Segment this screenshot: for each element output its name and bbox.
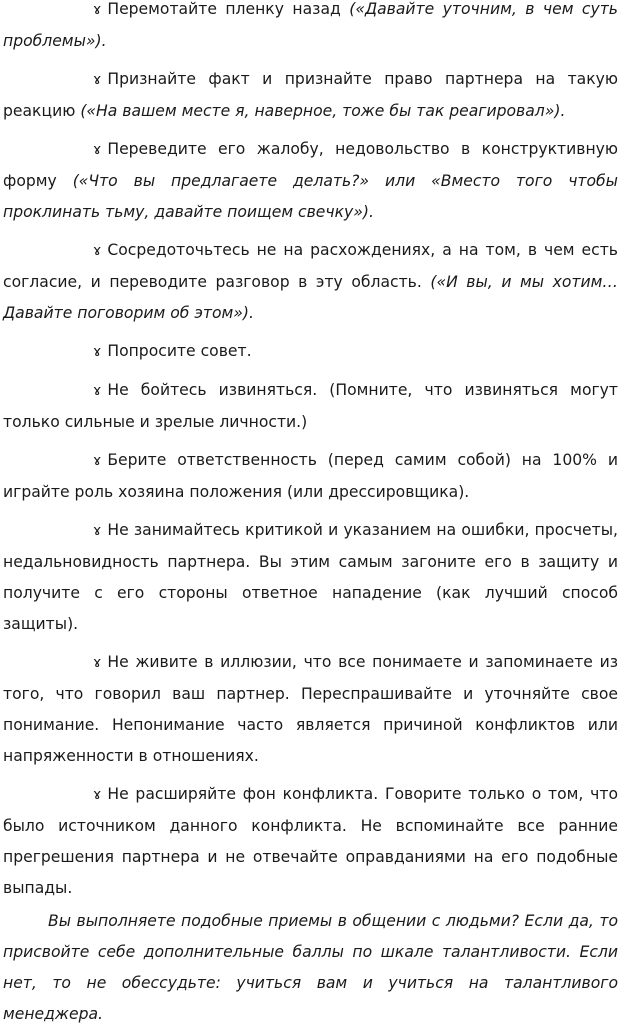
list-item [3,515,618,640]
bullet-mark-icon: ɤ [93,523,102,539]
item-text: Не занимайтесь критикой и указанием на ошибки, просчеты, недальновидность партнера. Вы этим самым загоните его в защиту и получите с его стороны ответное нападение (как лучший способ защиты). [3,521,618,633]
bullet-mark-icon: ɤ [93,2,102,18]
list-item [3,445,618,508]
bullet-mark-icon: ɤ [93,655,102,671]
list-item [3,64,618,127]
list-item [3,375,618,438]
item-text: Не живите в иллюзии, что все понимаете и запоминаете из того, что говорил ваш партнер. Переспрашивайте и уточняйте свое понимание. Непонимание часто является причиной конфликтов или напряженности в отношениях. [3,653,618,765]
item-text: Берите ответственность (перед самим собой) на 100% и играйте роль хозяина положения (или дрессировщика). [3,451,618,501]
item-text: Не бойтесь извиняться. (Помните, что извиняться могут только сильные и зрелые личности.) [3,381,618,431]
item-example: («И вы, и мы хотим… Давайте поговорим об этом»). [3,273,618,322]
bullet-mark-icon: ɤ [93,453,102,469]
bullet-mark-icon: ɤ [93,72,102,88]
bullet-mark-icon: ɤ [93,243,102,259]
list-item [3,235,618,329]
item-example: («На вашем месте я, наверное, тоже бы так реагировал»). [80,102,566,120]
list-item [3,779,618,904]
item-text: Не расширяйте фон конфликта. Говорите только о том, что было источником данного конфликта. Не вспоминайте все ранние прегрешения партнера и не отвечайте оправданиями на его подобные выпады. [3,785,618,897]
item-example: («Давайте уточним, в чем суть проблемы»). [3,0,618,50]
item-text: Сосредоточьтесь не на расхождениях, а на том, в чем есть согласие, и переводите разговор в эту область. [3,241,618,291]
list-item [3,0,618,57]
bullet-mark-icon: ɤ [93,383,102,399]
item-text: Попросите совет. [107,342,252,360]
list-item [3,647,618,772]
bullet-mark-icon: ɤ [93,344,102,360]
bullet-mark-icon: ɤ [93,787,102,803]
item-example: («Что вы предлагаете делать?» или «Вместо того чтобы проклинать тьму, давайте поищем свечку»). [3,172,618,221]
item-text: Переведите его жалобу, недовольство в конструктивную форму [3,140,618,190]
list-item [3,336,618,368]
item-text: Признайте факт и признайте право партнера на такую реакцию [3,70,618,120]
conclusion-paragraph: Вы выполняете подобные приемы в общении с людьми? Если да, то присвойте себе дополнительные баллы по шкале талантливости. Если нет, то не обессудьте: учиться вам и учиться на талантливого менеджера. [3,912,618,1023]
item-text: Перемотайте пленку назад [107,0,350,18]
list-item [3,134,618,228]
bullet-mark-icon: ɤ [93,142,102,158]
